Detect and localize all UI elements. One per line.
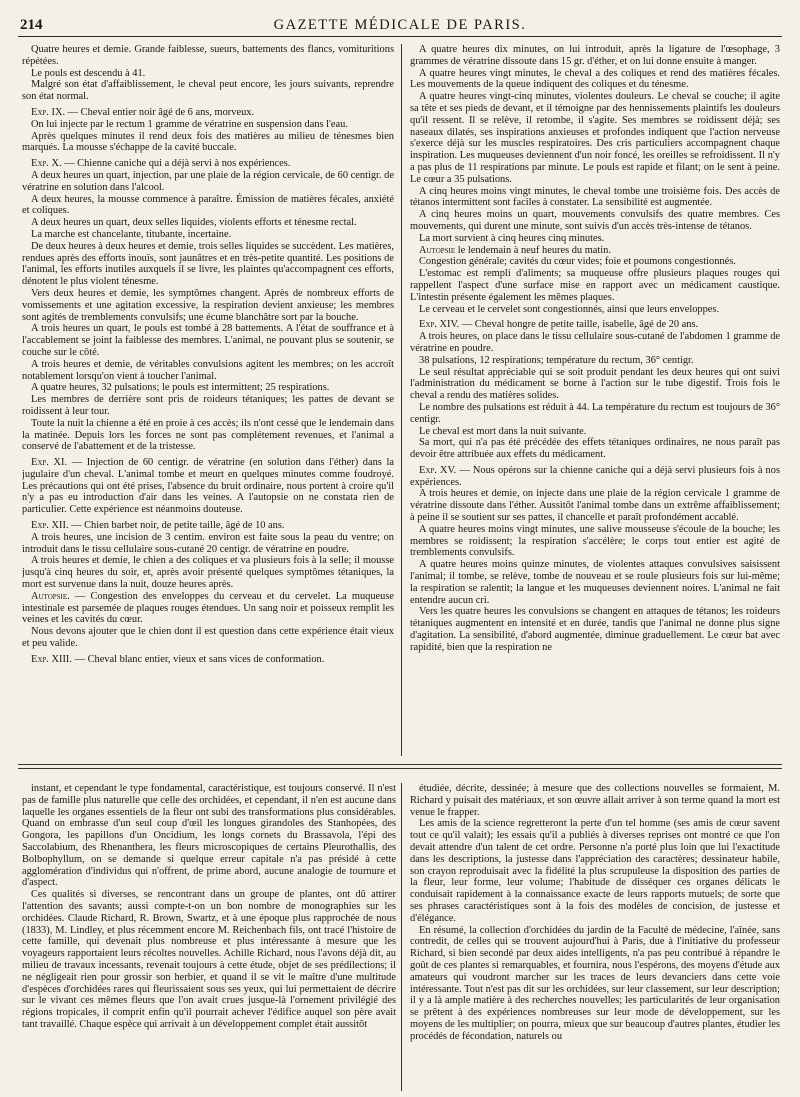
- page-header: [18, 14, 782, 37]
- paragraph-text: Nous devons ajouter que le chien dont il est question dans cette expérience était vieux et peu valide.: [22, 626, 394, 650]
- paragraph: [410, 559, 780, 606]
- paragraph: [410, 256, 780, 268]
- paragraph-text: A deux heures, la mousse commence à paraître. Émission de matières fécales, anxiété et coliques.: [22, 193, 394, 217]
- paragraph-text: Le nombre des pulsations est réduit à 44. La température du rectum est toujours de 36° centigr.: [410, 401, 780, 425]
- paragraph-text: Ces qualités si diverses, se rencontrant dans un groupe de plantes, ont dû attirer l'attention des savants; aussi compte-t-on un bon nombre de monographies sur les orchidées. Claude Richard, R. Brown, Swartz, et à une époque plus rapprochée de nous (1833), M. Lindley, et plus récemment encore M. Reichenbach fils, ont tracé l'histoire de cette famille, qui devenait plus nombreuse et plus intéressante à mesure que les voyageurs rapportaient leurs récoltes nouvelles. Achille Richard, nous l'avons déjà dit, au milieu de travaux incessants, revenait toujours à cette étude, objet de ses prédilections; il ne négligeait rien pour grossir son herbier, et quand il se vit le maître d'une multitude d'espèces d'orchidées rares qui fleurissaient sous ses yeux, qui lui permettaient de décrire sur le vivant ces mêmes fleurs que l'on avait crues jusque-là l'ornement privilégié des régions tropicales, il comprit enfin qu'il pourrait achever l'édifice auquel son père avait tant travaillé. Chaque espèce qui arrivait à un développement complet était aussitôt: [22, 889, 396, 1030]
- experiment-label: Autopsie: [419, 244, 456, 256]
- paragraph: [22, 591, 394, 626]
- paragraph: [22, 107, 394, 119]
- paragraph: [410, 331, 780, 355]
- column-divider-lower: [401, 783, 402, 1091]
- paragraph: [22, 79, 394, 103]
- paragraph: [22, 158, 394, 170]
- paragraph-text: A quatre heures, 32 pulsations; le pouls est intermittent; 25 respirations.: [31, 382, 330, 394]
- lower-right-column: [410, 783, 780, 1093]
- upper-right-column: [410, 44, 780, 756]
- column-divider: [401, 44, 402, 756]
- paragraph: [22, 170, 394, 194]
- paragraph-text: A cinq heures moins vingt minutes, le cheval tombe une troisième fois. Des accès de tétanos intermittent sont faciles à constater. La sensibilité est augmentée.: [410, 185, 780, 209]
- paragraph: [410, 437, 780, 461]
- paragraph: [410, 488, 780, 523]
- paragraph-text: A quatre heures dix minutes, on lui introduit, après la ligature de l'œsophage, 3 grammes de vératrine dissoute dans 15 gr. d'éther, et on lui donne ensuite à manger.: [410, 44, 780, 67]
- paragraph: [22, 119, 394, 131]
- paragraph-text: — Cheval hongre de petite taille, isabelle, âgé de 20 ans.: [459, 319, 699, 331]
- paragraph: [22, 889, 396, 1031]
- paragraph: [410, 209, 780, 233]
- paragraph: [22, 229, 394, 241]
- paragraph-text: La mort survient à cinq heures cinq minutes.: [419, 232, 605, 244]
- upper-left-column: [22, 44, 394, 756]
- paragraph: [410, 233, 780, 245]
- paragraph-text: Toute la nuit la chienne a été en proie à ces accès; ils n'ont cessé que le lendemain dans la matinée. Depuis lors les forces ne sont pas complétement revenues, et l'animal a conservé de l'abattement et de la tristesse.: [22, 417, 394, 453]
- paragraph-text: 38 pulsations, 12 respirations; température du rectum, 36° centigr.: [419, 354, 694, 366]
- paragraph-text: Le pouls est descendu à 41.: [31, 67, 146, 79]
- experiment-label: Exp. X.: [31, 158, 62, 170]
- paragraph-text: Vers deux heures et demie, les symptômes changent. Après de nombreux efforts de vomissements et une agitation excessive, la respiration devient anxieuse; les membres sont agités de tremblements convulsifs; une écume blanchâtre sort par la bouche.: [22, 287, 394, 323]
- paragraph: [22, 194, 394, 218]
- paragraph: [410, 68, 780, 92]
- paragraph: [22, 520, 394, 532]
- paragraph: [410, 355, 780, 367]
- paragraph-text: A deux heures un quart, deux selles liquides, violents efforts et ténesme rectal.: [31, 217, 357, 229]
- paragraph: [410, 426, 780, 438]
- paragraph: [22, 783, 396, 889]
- paragraph-text: Le seul résultat appréciable qui se soit produit pendant les deux heures qui ont suivi l'administration du médicament se borne à l'action sur le tube digestif. Trois fois le cheval a rendu des matières solides.: [410, 366, 780, 402]
- paragraph: [410, 91, 780, 185]
- paragraph: [22, 323, 394, 358]
- paragraph-text: A quatre heures vingt-cinq minutes, violentes douleurs. Le cheval se couche; il agite sa tête et ses pieds de devant, et il témoigne par des hennissements plaintifs les douleurs qu'il ressent. Il se relève, il retombe, il s'agite. Ses membres se roidissent déjà; ses naseaux dilatés, ses inspirations anxieuses et profondes indiquent que l'action nerveuse s'exerce déjà sur les muscles respiratoires. Des cris particuliers accompagnent chaque inspiration. Les muqueuses deviennent d'un noir foncé, les oreilles se refroidissent. Il n'y a pas plus de 11 respirations par minute. Le pouls est rapide et filant; on le sent à peine. Le cœur a 35 pulsations.: [410, 91, 780, 185]
- paragraph: [22, 394, 394, 418]
- paragraph-text: A cinq heures moins un quart, mouvements convulsifs des quatre membres. Ces mouvements, qui durent une minute, sont suivis d'un accès très-intense de tétanos.: [410, 209, 780, 232]
- paragraph: [410, 304, 780, 316]
- paragraph-text: De deux heures à deux heures et demie, trois selles liquides se succèdent. Les matières, rendues après des efforts inouïs, sont jaunâtres et en très-petite quantité. Les positions de l'animal, les efforts inutiles auxquels il se livre, les plaintes qu'accompagnent ces efforts, dénotent le plus violent ténesme.: [22, 240, 394, 288]
- paragraph-text: — Cheval entier noir âgé de 6 ans, morveux.: [65, 106, 255, 118]
- paragraph: [22, 532, 394, 556]
- paragraph: [410, 818, 780, 924]
- paragraph-text: A trois heures, une incision de 3 centim. environ est faite sous la peau du ventre; on introduit dans le tissu cellulaire sous-cutané 20 centigr. de vératrine en poudre.: [22, 531, 394, 555]
- paragraph-text: — Injection de 60 centigr. de vératrine (en solution dans l'éther) dans la jugulaire d'un cheval. L'animal tombe et meurt en quelques minutes comme foudroyé. Les précautions qui ont été prises, l'absence du bruit ordinaire, nous portent à croire qu'il n'y a pas eu introduction d'air dans les veines. A l'autopsie on ne constata rien de particulier. Cette expérience est néanmoins douteuse.: [22, 457, 394, 516]
- paragraph: [410, 783, 780, 818]
- paragraph: [22, 359, 394, 383]
- paragraph: [22, 217, 394, 229]
- experiment-label: Autopsie.: [31, 590, 70, 602]
- paragraph-text: A trois heures et demie, on injecte dans une plaie de la région cervicale 1 gramme de vératrine dissoute dans l'éther. Aussitôt l'animal tombe dans un extrême affaiblissement; à peine il se soutient sur ses pattes, il chancelle et paraît profondément accablé.: [410, 488, 780, 524]
- paragraph: [410, 245, 780, 257]
- paragraph: [410, 44, 780, 68]
- paragraph: [410, 925, 780, 1043]
- paragraph: [22, 626, 394, 650]
- paragraph-text: La marche est chancelante, titubante, incertaine.: [31, 228, 232, 240]
- paragraph-text: A deux heures un quart, injection, par une plaie de la région cervicale, de 60 centigr. de vératrine en solution dans l'alcool.: [22, 169, 394, 193]
- paragraph-text: A trois heures et demie, de véritables convulsions agitent les membres; on les accroît notablement lorsqu'on vient à toucher l'animal.: [22, 358, 394, 382]
- paragraph-text: A trois heures un quart, le pouls est tombé à 28 battements. A l'état de souffrance et à l'accablement se joint la faiblesse des membres. L'animal, ne pouvant plus se soutenir, se couche sur le côté.: [22, 323, 394, 358]
- paragraph: [410, 402, 780, 426]
- paragraph: [22, 555, 394, 590]
- paragraph-text: A trois heures et demie, le chien a des coliques et va plusieurs fois à la selle; il mousse jusqu'à cinq heures du soir, et, après avoir présenté quelques symptômes tétaniques, la mort est survenue dans la nuit, douze heures après.: [22, 555, 394, 591]
- experiment-label: Exp. XIII.: [31, 653, 72, 665]
- experiment-label: Exp. XI.: [31, 457, 68, 469]
- paragraph-text: Vers les quatre heures les convulsions se changent en attaques de tétanos; les roideurs tétaniques augmentent en intensité et en durée, tandis que l'animal ne donne plus signe d'agitation. La sensibilité, d'abord augmentée, diminue graduellement. Le cœur bat avec rapidité, bien que la respiration ne: [410, 606, 780, 653]
- paragraph-text: Malgré son état d'affaiblissement, le cheval peut encore, les jours suivants, reprendre son état normal.: [22, 79, 394, 103]
- experiment-label: Exp. XII.: [31, 520, 69, 532]
- paragraph-text: A quatre heures moins vingt minutes, une salive mousseuse s'écoule de la bouche; les membres se roidissent; la respiration s'accélère; le corps tout entier est agité de tremblements convulsifs.: [410, 523, 780, 559]
- paragraph-text: le lendemain à neuf heures du matin.: [455, 244, 611, 256]
- lower-left-column: [22, 783, 396, 1093]
- paragraph-text: Congestion générale; cavités du cœur vides; foie et poumons congestionnés.: [419, 256, 736, 268]
- journal-title: GAZETTE MÉDICALE DE PARIS.: [273, 17, 527, 33]
- paragraph-text: Les amis de la science regretteront la perte d'un tel homme (ses amis de cœur savent tout ce qu'il valait); les essais qu'il a publiés à diverses reprises ont montré ce que l'on devait attendre d'un talent de cet ordre. Personne n'a porté plus loin que lui l'exactitude dans les descriptions, la justesse dans l'appréciation des caractères; dessinateur habile, son crayon reproduisait avec la fidélité la plus scrupuleuse la disposition des parties de la fleur, leur forme, leur volume; l'habitude de disséquer ces organes délicats le conduisait rapidement à la connaissance exacte de leurs rapports mutuels; de sorte que ses phrases caractéristiques sont à la fois des modèles de concision, de justesse et d'élégance.: [410, 818, 780, 924]
- paragraph: [22, 68, 394, 80]
- paragraph: [410, 524, 780, 559]
- page-number: 214: [20, 17, 43, 33]
- paragraph: [22, 288, 394, 323]
- paragraph: [22, 654, 394, 666]
- paragraph-text: Quatre heures et demie. Grande faiblesse, sueurs, battements des flancs, vomituritions répétées.: [22, 44, 394, 67]
- paragraph-text: — Nous opérons sur la chienne caniche qui a déjà servi plusieurs fois à nos expériences.: [410, 464, 780, 488]
- paragraph: [410, 186, 780, 210]
- paragraph: [22, 241, 394, 288]
- paragraph-text: Après quelques minutes il rend deux fois des matières au milieu de ténesmes bien marqués. La mousse s'échappe de la cavité buccale.: [22, 130, 394, 154]
- paragraph-text: Le cheval est mort dans la nuit suivante.: [419, 425, 587, 437]
- section-divider-secondary: [18, 768, 782, 769]
- paragraph-text: — Congestion des enveloppes du cerveau et du cervelet. La muqueuse intestinale est parsemée de plaques rouges étendues. Un sang noir et poisseux remplit les veines et les cavités du cœur.: [22, 590, 394, 626]
- paragraph-text: L'estomac est rempli d'aliments; sa muqueuse offre plusieurs plaques rouges qui rappellent l'aspect d'une surface mise en rapport avec un médicament caustique. L'intestin présente également les mêmes plaques.: [410, 268, 780, 303]
- paragraph: [410, 606, 780, 653]
- paragraph: [410, 319, 780, 331]
- paragraph-text: Le cerveau et le cervelet sont congestionnés, ainsi que leurs enveloppes.: [419, 303, 720, 315]
- paragraph-text: On lui injecte par le rectum 1 gramme de vératrine en suspension dans l'eau.: [31, 118, 348, 130]
- paragraph-text: étudiée, décrite, dessinée; à mesure que des collections nouvelles se formaient, M. Richard y puisait des matériaux, et son œuvre allait arriver à son terme quand la mort est venue le frapper.: [410, 783, 780, 818]
- paragraph: [22, 457, 394, 516]
- paragraph-text: instant, et cependant le type fondamental, caractéristique, est toujours conservé. Il n'est pas de famille plus naturelle que celle des orchidées, et cependant, il n'en est aucune dans laquelle les organes essentiels de la fleur ont subi des transformations plus considérables. Quand on embrasse d'un seul coup d'œil les longues girandoles des Stanhopées, des Gongora, les papillons d'un Oncidium, les longs cornets du Brassavola, l'épi des Saccolabium, des Rhenanthera, les fleurs microscopiques de certains Pleurothallis, des Bolbophyllum, on se demande si quelque erreur capitale n'a pas présidé à cette agglomération d'individus qui n'offrent, de prime abord, aucune analogie de tournure et d'aspect.: [22, 783, 396, 889]
- paragraph: [410, 465, 780, 489]
- paragraph: [22, 382, 394, 394]
- paragraph-text: En résumé, la collection d'orchidées du jardin de la Faculté de médecine, l'aînée, sans contredit, de celles qui se trouvent aujourd'hui à Paris, due à l'initiative du professeur Richard, si bien secondé par deux aides intelligents, n'a pas peu contribué à répandre le goût de ces plantes si remarquables, et fournira, nous l'espérons, des moyens d'étude aux amateurs qui voudront marcher sur les traces de leurs devanciers dans cette voie intéressante. Tout n'est pas dit sur les orchidées, sur leur classement, sur leur description; il y a là ample matière à des recherches nouvelles; les particularités de leur organisation se prêtent à des expériences nombreuses sur leur mode de développement, sur les moyens de les multiplier; on pourra, mieux que sur beaucoup d'autres plantes, étudier les procédés de fécondation, naturels ou: [410, 924, 780, 1042]
- experiment-label: Exp. IX.: [31, 106, 66, 118]
- paragraph-text: Sa mort, qui n'a pas été précédée des effets tétaniques ordinaires, ne nous paraît pas devoir être attribuée aux effets du médicament.: [410, 437, 780, 461]
- paragraph: [410, 367, 780, 402]
- paragraph-text: A quatre heures vingt minutes, le cheval a des coliques et rend des matières fécales. Les mouvements de la queue indiquent des coliques et du ténesme.: [410, 67, 780, 91]
- paragraph-text: A quatre heures moins quinze minutes, de violentes attaques convulsives saisissent l'animal; il tombe, se relève, tombe de nouveau et se roule plusieurs fois sur lui-même; la respiration se ralentit; la langue et les muqueuses deviennent noires. L'animal ne fait entendre aucun cri.: [410, 559, 780, 606]
- experiment-label: Exp. XV.: [419, 464, 457, 476]
- paragraph-text: — Chienne caniche qui a déjà servi à nos expériences.: [61, 158, 291, 170]
- paragraph: [410, 268, 780, 303]
- paragraph-text: Les membres de derrière sont pris de roideurs tétaniques; les pattes de devant se roidissent à leur tour.: [22, 394, 394, 417]
- section-divider: [18, 764, 782, 765]
- paragraph-text: — Chien barbet noir, de petite taille, âgé de 10 ans.: [68, 520, 285, 532]
- paragraph-text: — Cheval blanc entier, vieux et sans vices de conformation.: [71, 653, 325, 665]
- experiment-label: Exp. XIV.: [419, 319, 460, 331]
- paragraph: [22, 131, 394, 155]
- paragraph: [22, 418, 394, 453]
- paragraph-text: A trois heures, on place dans le tissu cellulaire sous-cutané de l'abdomen 1 gramme de vératrine en poudre.: [410, 331, 780, 354]
- paragraph: [22, 44, 394, 68]
